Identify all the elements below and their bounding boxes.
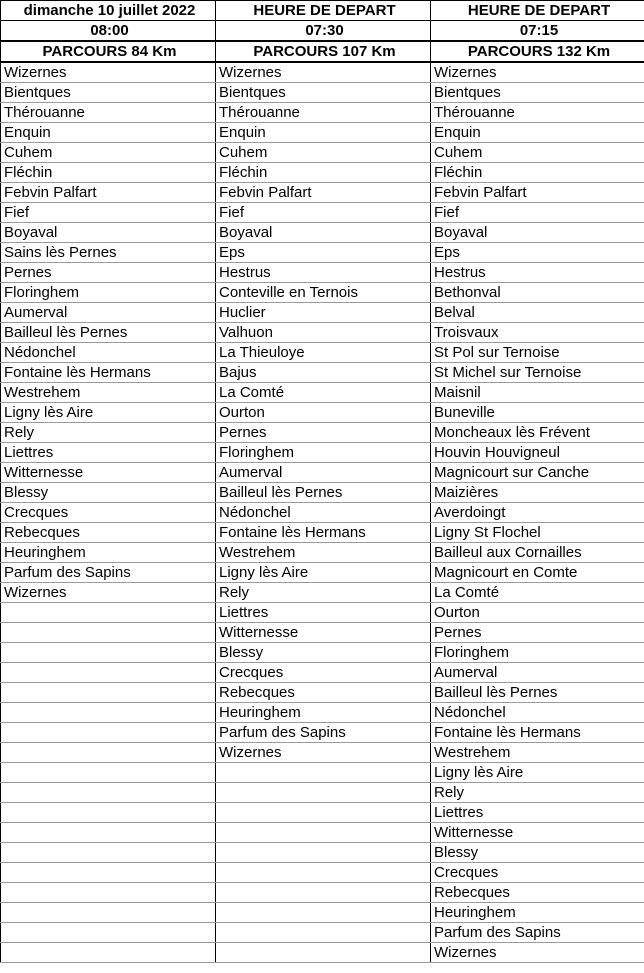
town-cell: Ligny St Flochel <box>431 523 644 543</box>
town-cell: Nédonchel <box>216 503 431 523</box>
town-cell <box>1 623 216 643</box>
town-cell: Rebecques <box>431 883 644 903</box>
town-cell: Westrehem <box>431 743 644 763</box>
town-cell <box>1 763 216 783</box>
town-cell: Liettres <box>1 443 216 463</box>
town-cell: Rely <box>216 583 431 603</box>
table-row <box>1 823 644 843</box>
town-cell: Bientques <box>431 83 644 103</box>
town-cell <box>216 763 431 783</box>
town-cell <box>1 943 216 963</box>
table-row <box>1 443 644 463</box>
table-row <box>1 463 644 483</box>
table-row <box>1 83 644 103</box>
town-cell: Bailleul lès Pernes <box>431 683 644 703</box>
table-row <box>1 383 644 403</box>
town-cell: Houvin Houvigneul <box>431 443 644 463</box>
town-cell: Bailleul lès Pernes <box>1 323 216 343</box>
town-cell: Blessy <box>431 843 644 863</box>
town-cell <box>1 843 216 863</box>
town-cell: Cuhem <box>431 143 644 163</box>
town-cell: Thérouanne <box>216 103 431 123</box>
table-row <box>1 183 644 203</box>
town-cell: Enquin <box>431 123 644 143</box>
table-row <box>1 663 644 683</box>
town-cell: Rely <box>431 783 644 803</box>
town-cell <box>1 803 216 823</box>
town-cell: Ourton <box>431 603 644 623</box>
town-cell: Buneville <box>431 403 644 423</box>
table-row <box>1 483 644 503</box>
town-cell: Bajus <box>216 363 431 383</box>
town-cell: Wizernes <box>431 62 644 83</box>
town-cell: Febvin Palfart <box>1 183 216 203</box>
route-length-1: PARCOURS 84 Km <box>1 41 216 62</box>
town-cell: Blessy <box>216 643 431 663</box>
town-cell <box>1 783 216 803</box>
table-row <box>1 763 644 783</box>
town-cell: Rebecques <box>1 523 216 543</box>
town-cell <box>1 903 216 923</box>
table-row <box>1 403 644 423</box>
town-cell: Fléchin <box>431 163 644 183</box>
town-cell: Bientques <box>216 83 431 103</box>
town-cell: Fief <box>431 203 644 223</box>
town-cell: Enquin <box>216 123 431 143</box>
table-row <box>1 163 644 183</box>
route-row <box>1 41 644 62</box>
table-row <box>1 503 644 523</box>
town-cell: Fléchin <box>216 163 431 183</box>
town-cell: Liettres <box>431 803 644 823</box>
town-cell: Belval <box>431 303 644 323</box>
table-row <box>1 943 644 963</box>
table-row <box>1 343 644 363</box>
town-cell: Fontaine lès Hermans <box>1 363 216 383</box>
town-cell <box>1 703 216 723</box>
table-row <box>1 883 644 903</box>
town-cell: Boyaval <box>216 223 431 243</box>
town-cell: Aumerval <box>216 463 431 483</box>
table-row <box>1 903 644 923</box>
town-cell: Wizernes <box>216 743 431 763</box>
town-cell: Nédonchel <box>431 703 644 723</box>
town-cell: St Pol sur Ternoise <box>431 343 644 363</box>
town-cell: Fontaine lès Hermans <box>216 523 431 543</box>
town-cell: Wizernes <box>216 62 431 83</box>
town-cell <box>216 823 431 843</box>
town-cell <box>1 923 216 943</box>
town-cell: Pernes <box>1 263 216 283</box>
town-cell: Floringhem <box>1 283 216 303</box>
table-row <box>1 223 644 243</box>
table-row <box>1 263 644 283</box>
town-cell: Febvin Palfart <box>216 183 431 203</box>
town-cell: Fléchin <box>1 163 216 183</box>
town-cell: Liettres <box>216 603 431 623</box>
town-cell: Magnicourt en Comte <box>431 563 644 583</box>
town-cell: Witternesse <box>1 463 216 483</box>
town-cell: Westrehem <box>1 383 216 403</box>
town-cell <box>216 903 431 923</box>
town-cell: Sains lès Pernes <box>1 243 216 263</box>
town-cell: Heuringhem <box>431 903 644 923</box>
town-cell: Floringhem <box>216 443 431 463</box>
town-cell: Witternesse <box>431 823 644 843</box>
town-cell: Fief <box>1 203 216 223</box>
town-cell <box>1 823 216 843</box>
table-row <box>1 923 644 943</box>
town-cell: Parfum des Sapins <box>1 563 216 583</box>
table-row <box>1 703 644 723</box>
table-row <box>1 743 644 763</box>
town-cell: Moncheaux lès Frévent <box>431 423 644 443</box>
town-cell: Thérouanne <box>1 103 216 123</box>
town-cell: Cuhem <box>1 143 216 163</box>
town-cell: St Michel sur Ternoise <box>431 363 644 383</box>
town-cell: Thérouanne <box>431 103 644 123</box>
table-row <box>1 203 644 223</box>
town-cell: La Comté <box>216 383 431 403</box>
table-row <box>1 843 644 863</box>
town-cell: Crecques <box>216 663 431 683</box>
table-row <box>1 323 644 343</box>
town-cell: Rebecques <box>216 683 431 703</box>
town-cell: Fief <box>216 203 431 223</box>
table-row <box>1 603 644 623</box>
town-cell: Averdoingt <box>431 503 644 523</box>
departure-time-3: 07:15 <box>431 21 644 42</box>
town-cell: Parfum des Sapins <box>431 923 644 943</box>
date-cell: dimanche 10 juillet 2022 <box>1 1 216 21</box>
town-cell <box>216 803 431 823</box>
table-row <box>1 683 644 703</box>
town-cell: Wizernes <box>1 583 216 603</box>
table-row <box>1 863 644 883</box>
header-row <box>1 1 644 21</box>
route-length-2: PARCOURS 107 Km <box>216 41 431 62</box>
town-cell: Maisnil <box>431 383 644 403</box>
town-cell <box>216 843 431 863</box>
town-cell: Ligny lès Aire <box>431 763 644 783</box>
town-cell <box>1 723 216 743</box>
town-cell: Ligny lès Aire <box>216 563 431 583</box>
table-row <box>1 723 644 743</box>
departure-title-3: HEURE DE DEPART <box>431 1 644 21</box>
town-cell <box>1 643 216 663</box>
table-row <box>1 803 644 823</box>
town-cell: Heuringhem <box>1 543 216 563</box>
town-cell: Bailleul aux Cornailles <box>431 543 644 563</box>
town-cell: Pernes <box>216 423 431 443</box>
table-row <box>1 783 644 803</box>
town-cell: Crecques <box>431 863 644 883</box>
table-row <box>1 243 644 263</box>
departure-time-1: 08:00 <box>1 21 216 42</box>
town-cell: Parfum des Sapins <box>216 723 431 743</box>
town-cell: Aumerval <box>431 663 644 683</box>
table-row <box>1 283 644 303</box>
town-cell <box>216 923 431 943</box>
table-row <box>1 363 644 383</box>
town-cell: Ligny lès Aire <box>1 403 216 423</box>
town-cell: Magnicourt sur Canche <box>431 463 644 483</box>
town-cell: Floringhem <box>431 643 644 663</box>
town-cell: Wizernes <box>431 943 644 963</box>
town-cell <box>216 863 431 883</box>
town-cell <box>216 883 431 903</box>
departure-time-2: 07:30 <box>216 21 431 42</box>
town-cell: Troisvaux <box>431 323 644 343</box>
town-cell <box>1 863 216 883</box>
town-cell: Cuhem <box>216 143 431 163</box>
town-cell <box>216 943 431 963</box>
town-cell: La Thieuloye <box>216 343 431 363</box>
town-cell <box>1 603 216 623</box>
town-cell: Hestrus <box>431 263 644 283</box>
town-cell <box>1 743 216 763</box>
departure-title-2: HEURE DE DEPART <box>216 1 431 21</box>
town-cell: Conteville en Ternois <box>216 283 431 303</box>
town-cell: Febvin Palfart <box>431 183 644 203</box>
town-cell: Crecques <box>1 503 216 523</box>
table-row <box>1 643 644 663</box>
table-row <box>1 423 644 443</box>
table-row <box>1 523 644 543</box>
table-row <box>1 123 644 143</box>
itinerary-body <box>1 1 644 963</box>
town-cell: Aumerval <box>1 303 216 323</box>
town-cell <box>1 683 216 703</box>
town-cell: Maizières <box>431 483 644 503</box>
table-row <box>1 303 644 323</box>
town-cell: Rely <box>1 423 216 443</box>
town-cell: Huclier <box>216 303 431 323</box>
town-cell: Westrehem <box>216 543 431 563</box>
town-cell <box>216 783 431 803</box>
town-cell: Ourton <box>216 403 431 423</box>
town-cell <box>1 663 216 683</box>
town-cell: Boyaval <box>1 223 216 243</box>
table-row <box>1 543 644 563</box>
town-cell: Wizernes <box>1 62 216 83</box>
town-cell: Blessy <box>1 483 216 503</box>
route-length-3: PARCOURS 132 Km <box>431 41 644 62</box>
town-cell: Eps <box>216 243 431 263</box>
town-cell: Boyaval <box>431 223 644 243</box>
town-cell: Witternesse <box>216 623 431 643</box>
time-row <box>1 21 644 42</box>
town-cell: Nédonchel <box>1 343 216 363</box>
town-cell: Bailleul lès Pernes <box>216 483 431 503</box>
table-row <box>1 62 644 83</box>
town-cell: La Comté <box>431 583 644 603</box>
table-row <box>1 563 644 583</box>
table-row <box>1 623 644 643</box>
table-row <box>1 583 644 603</box>
town-cell: Eps <box>431 243 644 263</box>
town-cell: Fontaine lès Hermans <box>431 723 644 743</box>
town-cell: Valhuon <box>216 323 431 343</box>
town-cell: Bethonval <box>431 283 644 303</box>
table-row <box>1 103 644 123</box>
town-cell: Bientques <box>1 83 216 103</box>
table-row <box>1 143 644 163</box>
town-cell <box>1 883 216 903</box>
town-cell: Heuringhem <box>216 703 431 723</box>
town-cell: Enquin <box>1 123 216 143</box>
town-cell: Pernes <box>431 623 644 643</box>
town-cell: Hestrus <box>216 263 431 283</box>
